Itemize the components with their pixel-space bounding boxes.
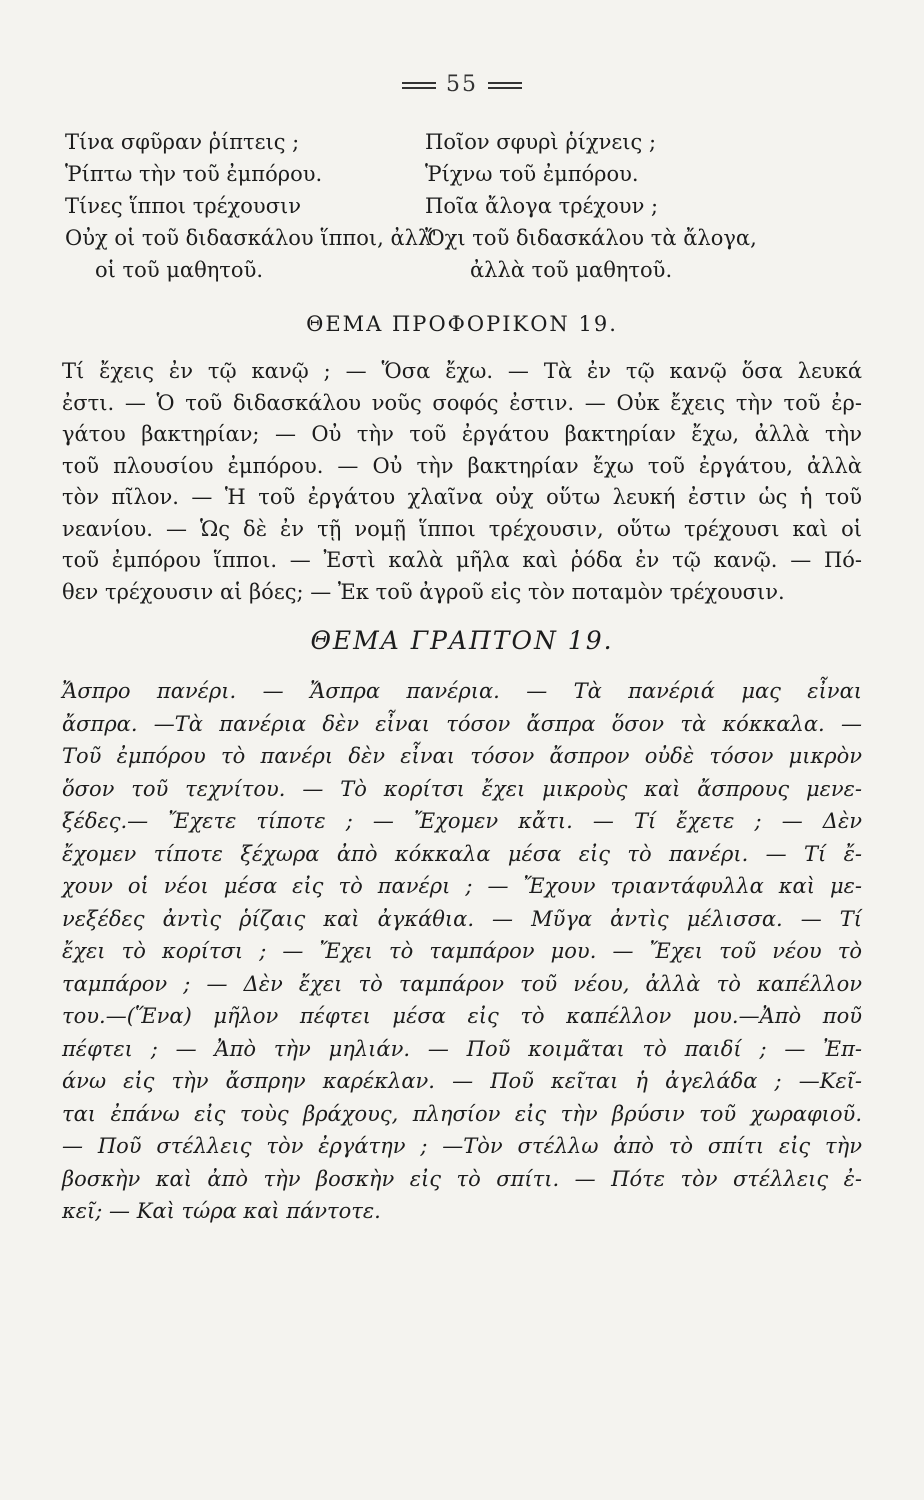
text-line: ὅσον τοῦ τεχνίτου. — Τὸ κορίτσι ἔχει μικροὺς καὶ ἄσπρους μενε- bbox=[62, 776, 862, 801]
text-line: άνω εἰς τὴν ἄσπρην καρέκλαν. — Ποῦ κεῖται ἡ ἀγελάδα ; —Κεῖ- bbox=[62, 1069, 862, 1093]
right-line: Ῥίχνω τοῦ ἐμπόρου. bbox=[425, 162, 639, 186]
left-line: Ῥίπτω τὴν τοῦ ἐμπόρου. bbox=[65, 162, 323, 186]
right-line: Ποῖα ἄλογα τρέχουν ; bbox=[425, 194, 659, 218]
oral-exercise-text bbox=[62, 356, 862, 608]
text-line: τοῦ πλουσίου ἐμπόρου. — Οὐ τὴν βακτηρίαν ἔχω τοῦ ἐργάτου, ἀλλὰ bbox=[62, 453, 862, 478]
page-number bbox=[0, 72, 924, 97]
text-line: γάτου βακτηρίαν; — Οὐ τὴν τοῦ ἐργάτου βακτηρίαν ἔχω, ἀλλὰ τὴν bbox=[62, 422, 862, 446]
left-line: Τίνα σφῦραν ῥίπτεις ; bbox=[65, 130, 300, 154]
left-column bbox=[65, 126, 445, 286]
left-rule bbox=[402, 82, 436, 89]
text-line: τοῦ ἐμπόρου ἵπποι. — Ἐστὶ καλὰ μῆλα καὶ ῥόδα ἐν τῷ κανῷ. — Πό- bbox=[62, 548, 862, 572]
text-line: χουν οἱ νέοι μέσα εἰς τὸ πανέρι ; — Ἔχουν τριαντάφυλλα καὶ με- bbox=[62, 874, 862, 898]
text-line: Τοῦ ἐμπόρου τὸ πανέρι δὲν εἶναι τόσον ἄσπρον οὐδὲ τόσον μικρὸν bbox=[62, 744, 862, 768]
text-line: ται ἐπάνω εἰς τοὺς βράχους, πλησίον εἰς τὴν βρύσιν τοῦ χωραφιοῦ. bbox=[62, 1101, 862, 1126]
text-line: ταμπάρον ; — Δὲν ἔχει τὸ ταμπάρον τοῦ νέου, ἀλλὰ τὸ καπέλλον bbox=[62, 971, 862, 996]
right-line: Ποῖον σφυρὶ ῥίχνεις ; bbox=[425, 130, 657, 154]
text-line: ἔχομεν τίποτε ξέχωρα ἀπὸ κόκκαλα μέσα εἰς τὸ πανέρι. — Τί ἔ- bbox=[62, 841, 862, 866]
right-line: ἀλλὰ τοῦ μαθητοῦ. bbox=[470, 258, 673, 282]
text-line: νεξέδες ἀντὶς ῥίζαις καὶ ἀγκάθια. — Μῦγα ἀντὶς μέλισσα. — Τί bbox=[62, 906, 862, 931]
text-line: — Ποῦ στέλλεις τὸν ἐργάτην ; —Τὸν στέλλω ἀπὸ τὸ σπίτι εἰς τὴν bbox=[62, 1134, 862, 1158]
text-line: θεν τρέχουσιν αἱ βόες; — Ἐκ τοῦ ἀγροῦ εἰς τὸν ποταμὸν τρέχουσιν. bbox=[62, 579, 785, 604]
text-line: Τί ἔχεις ἐν τῷ κανῷ ; — Ὅσα ἔχω. — Τὰ ἐν τῷ κανῷ ὅσα λευκά bbox=[62, 359, 862, 383]
text-line: Ἄσπρο πανέρι. — Ἄσπρα πανέρια. — Τὰ πανέριά μας εἶναι bbox=[62, 679, 862, 703]
text-line: ξέδες.— Ἔχετε τίποτε ; — Ἔχομεν κἄτι. — Τί ἔχετε ; — Δὲν bbox=[62, 809, 862, 833]
page-number-text: 55 bbox=[446, 72, 478, 97]
text-line: κεῖ; — Καὶ τώρα καὶ πάντοτε. bbox=[62, 1199, 381, 1223]
written-exercise-text bbox=[62, 675, 862, 1228]
right-line: Ὄχι τοῦ διδασκάλου τὰ ἄλογα, bbox=[425, 226, 757, 250]
right-column bbox=[425, 126, 865, 286]
text-line: βοσκὴν καὶ ἀπὸ τὴν βοσκὴν εἰς τὸ σπίτι. — Πότε τὸν στέλλεις ἐ- bbox=[62, 1166, 862, 1191]
text-line: τὸν πῖλον. — Ἡ τοῦ ἐργάτου χλαῖνα οὐχ οὕτω λευκή ἐστιν ὡς ἡ τοῦ bbox=[62, 485, 862, 509]
text-line: νεανίου. — Ὡς δὲ ἐν τῇ νομῇ ἵπποι τρέχουσιν, οὕτω τρέχουσι καὶ οἱ bbox=[62, 516, 862, 541]
left-line: Οὐχ οἱ τοῦ διδασκάλου ἵπποι, ἀλλ' bbox=[65, 226, 438, 250]
text-line: ἔχει τὸ κορίτσι ; — Ἔχει τὸ ταμπάρον μου. — Ἔχει τοῦ νέου τὸ bbox=[62, 939, 862, 963]
written-exercise-heading: ΘΕΜΑ ΓΡΑΠΤΟΝ 19. bbox=[310, 626, 614, 655]
oral-exercise-heading: ΘΕΜΑ ΠΡΟΦΟΡΙΚΟΝ 19. bbox=[306, 312, 618, 336]
left-line: οἱ τοῦ μαθητοῦ. bbox=[95, 258, 264, 282]
text-line: ἐστι. — Ὁ τοῦ διδασκάλου νοῦς σοφός ἐστιν. — Οὐκ ἔχεις τὴν τοῦ ἐρ- bbox=[62, 390, 862, 415]
text-line: του.—(Ἕνα) μῆλον πέφτει μέσα εἰς τὸ καπέλλον μου.—Ἀπὸ ποῦ bbox=[62, 1004, 862, 1028]
right-rule bbox=[488, 82, 522, 89]
text-line: πέφτει ; — Ἀπὸ τὴν μηλιάν. — Ποῦ κοιμᾶται τὸ παιδί ; — Ἐπ- bbox=[62, 1036, 862, 1061]
text-line: ἄσπρα. —Τὰ πανέρια δὲν εἶναι τόσον ἄσπρα ὅσον τὰ κόκκαλα. — bbox=[62, 711, 862, 736]
left-line: Τίνες ἵπποι τρέχουσιν bbox=[65, 194, 302, 218]
